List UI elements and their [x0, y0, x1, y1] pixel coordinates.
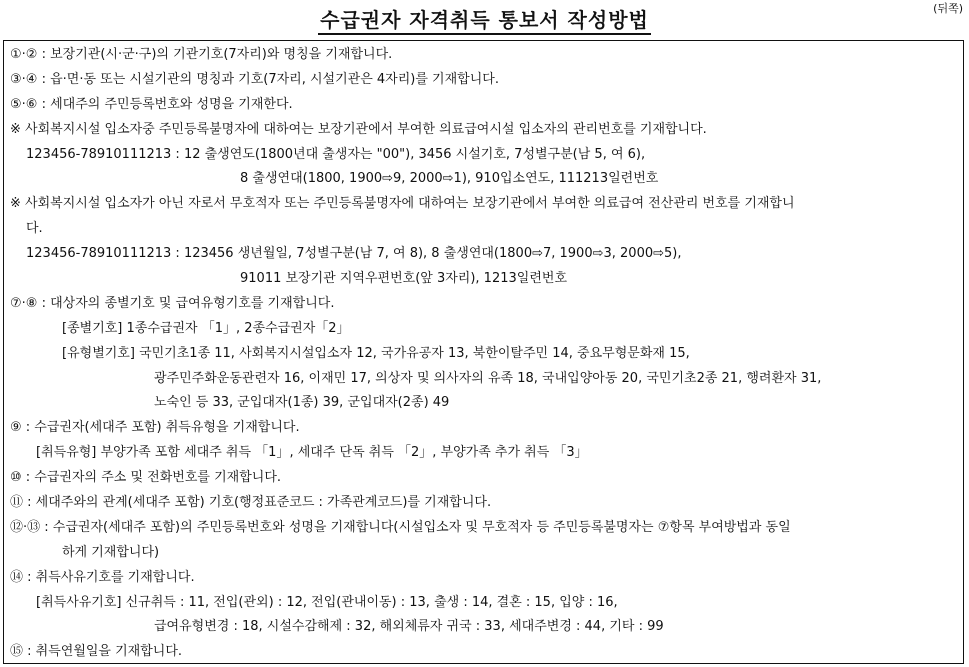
- instruction-line: 광주민주화운동관련자 16, 이재민 17, 의상자 및 의사자의 유족 18, 국내입양아동 20, 국민기초2종 21, 행려환자 31,: [154, 370, 822, 386]
- instruction-line: 123456-78910111213 : 123456 생년월일, 7성별구분(남 7, 여 8), 8 출생연대(1800⇨7, 1900⇨3, 2000⇨5),: [26, 246, 682, 262]
- instruction-line: 노숙인 등 33, 군입대자(1종) 39, 군입대자(2종) 49: [154, 395, 450, 411]
- instruction-line: 하게 기재합니다): [62, 544, 160, 560]
- instruction-line: ※ 사회복지시설 입소자가 아닌 자로서 무호적자 또는 주민등록불명자에 대하여는 보장기관에서 부여한 의료급여 전산관리 번호를 기재합니: [10, 196, 795, 212]
- instruction-line: 8 출생연대(1800, 1900⇨9, 2000⇨1), 910입소연도, 111213일련번호: [240, 171, 659, 187]
- instruction-line: ⑪ : 세대주와의 관계(세대주 포함) 기호(행정표준코드 : 가족관계코드)를 기재합니다.: [10, 495, 492, 511]
- instruction-line: 123456-78910111213 : 12 출생연도(1800년대 출생자는 "00"), 3456 시설기호, 7성별구분(남 5, 여 6),: [26, 146, 646, 162]
- instruction-line: ⑦·⑧ : 대상자의 종별기호 및 급여유형기호를 기재합니다.: [10, 295, 335, 311]
- instruction-line: ③·④ : 읍·면·동 또는 시설기관의 명칭과 기호(7자리, 시설기관은 4자리)를 기재합니다.: [10, 71, 499, 87]
- instruction-line: ⑤·⑥ : 세대주의 주민등록번호와 성명을 기재한다.: [10, 96, 293, 112]
- instruction-line: [취득사유기호] 신규취득 : 11, 전입(관외) : 12, 전입(관내이동) : 13, 출생 : 14, 결혼 : 15, 입양 : 16,: [36, 594, 618, 610]
- instruction-line: ※ 사회복지시설 입소자중 주민등록불명자에 대하여는 보장기관에서 부여한 의료급여시설 입소자의 관리번호를 기재합니다.: [10, 121, 707, 137]
- instruction-line: 91011 보장기관 지역우편번호(앞 3자리), 1213일련번호: [240, 271, 568, 287]
- instructions-box: [3, 40, 964, 664]
- instruction-line: 급여유형변경 : 18, 시설수감해제 : 32, 해외체류자 귀국 : 33, 세대주변경 : 44, 기타 : 99: [154, 619, 664, 635]
- back-page-note: (뒤쪽): [933, 2, 963, 15]
- instruction-line: ⑭ : 취득사유기호를 기재합니다.: [10, 569, 195, 585]
- instruction-line: ⑨ : 수급권자(세대주 포함) 취득유형을 기재합니다.: [10, 420, 300, 436]
- instruction-line: [종별기호] 1종수급권자 「1」, 2종수급권자「2」: [62, 320, 350, 336]
- instruction-line: ⑩ : 수급권자의 주소 및 전화번호를 기재합니다.: [10, 470, 282, 486]
- instruction-line: ①·② : 보장기관(시·군·구)의 기관기호(7자리)와 명칭을 기재합니다.: [10, 47, 393, 62]
- instruction-line: ⑫·⑬ : 수급권자(세대주 포함)의 주민등록번호와 성명을 기재합니다(시설입소자 및 무호적자 등 주민등록불명자는 ⑦항목 부여방법과 동일: [10, 519, 791, 535]
- document-title-text: 수급권자 자격취득 통보서 작성방법: [318, 8, 651, 35]
- document-title: [0, 4, 969, 33]
- instruction-line: [취득유형] 부양가족 포함 세대주 취득 「1」, 세대주 단독 취득 「2」, 부양가족 추가 취득 「3」: [36, 445, 588, 461]
- instruction-line: ⑮ : 취득연월일을 기재합니다.: [10, 644, 183, 660]
- instruction-line: 다.: [26, 221, 43, 237]
- instruction-line: [유형별기호] 국민기초1종 11, 사회복지시설입소자 12, 국가유공자 13, 북한이탈주민 14, 중요무형문화재 15,: [62, 345, 690, 361]
